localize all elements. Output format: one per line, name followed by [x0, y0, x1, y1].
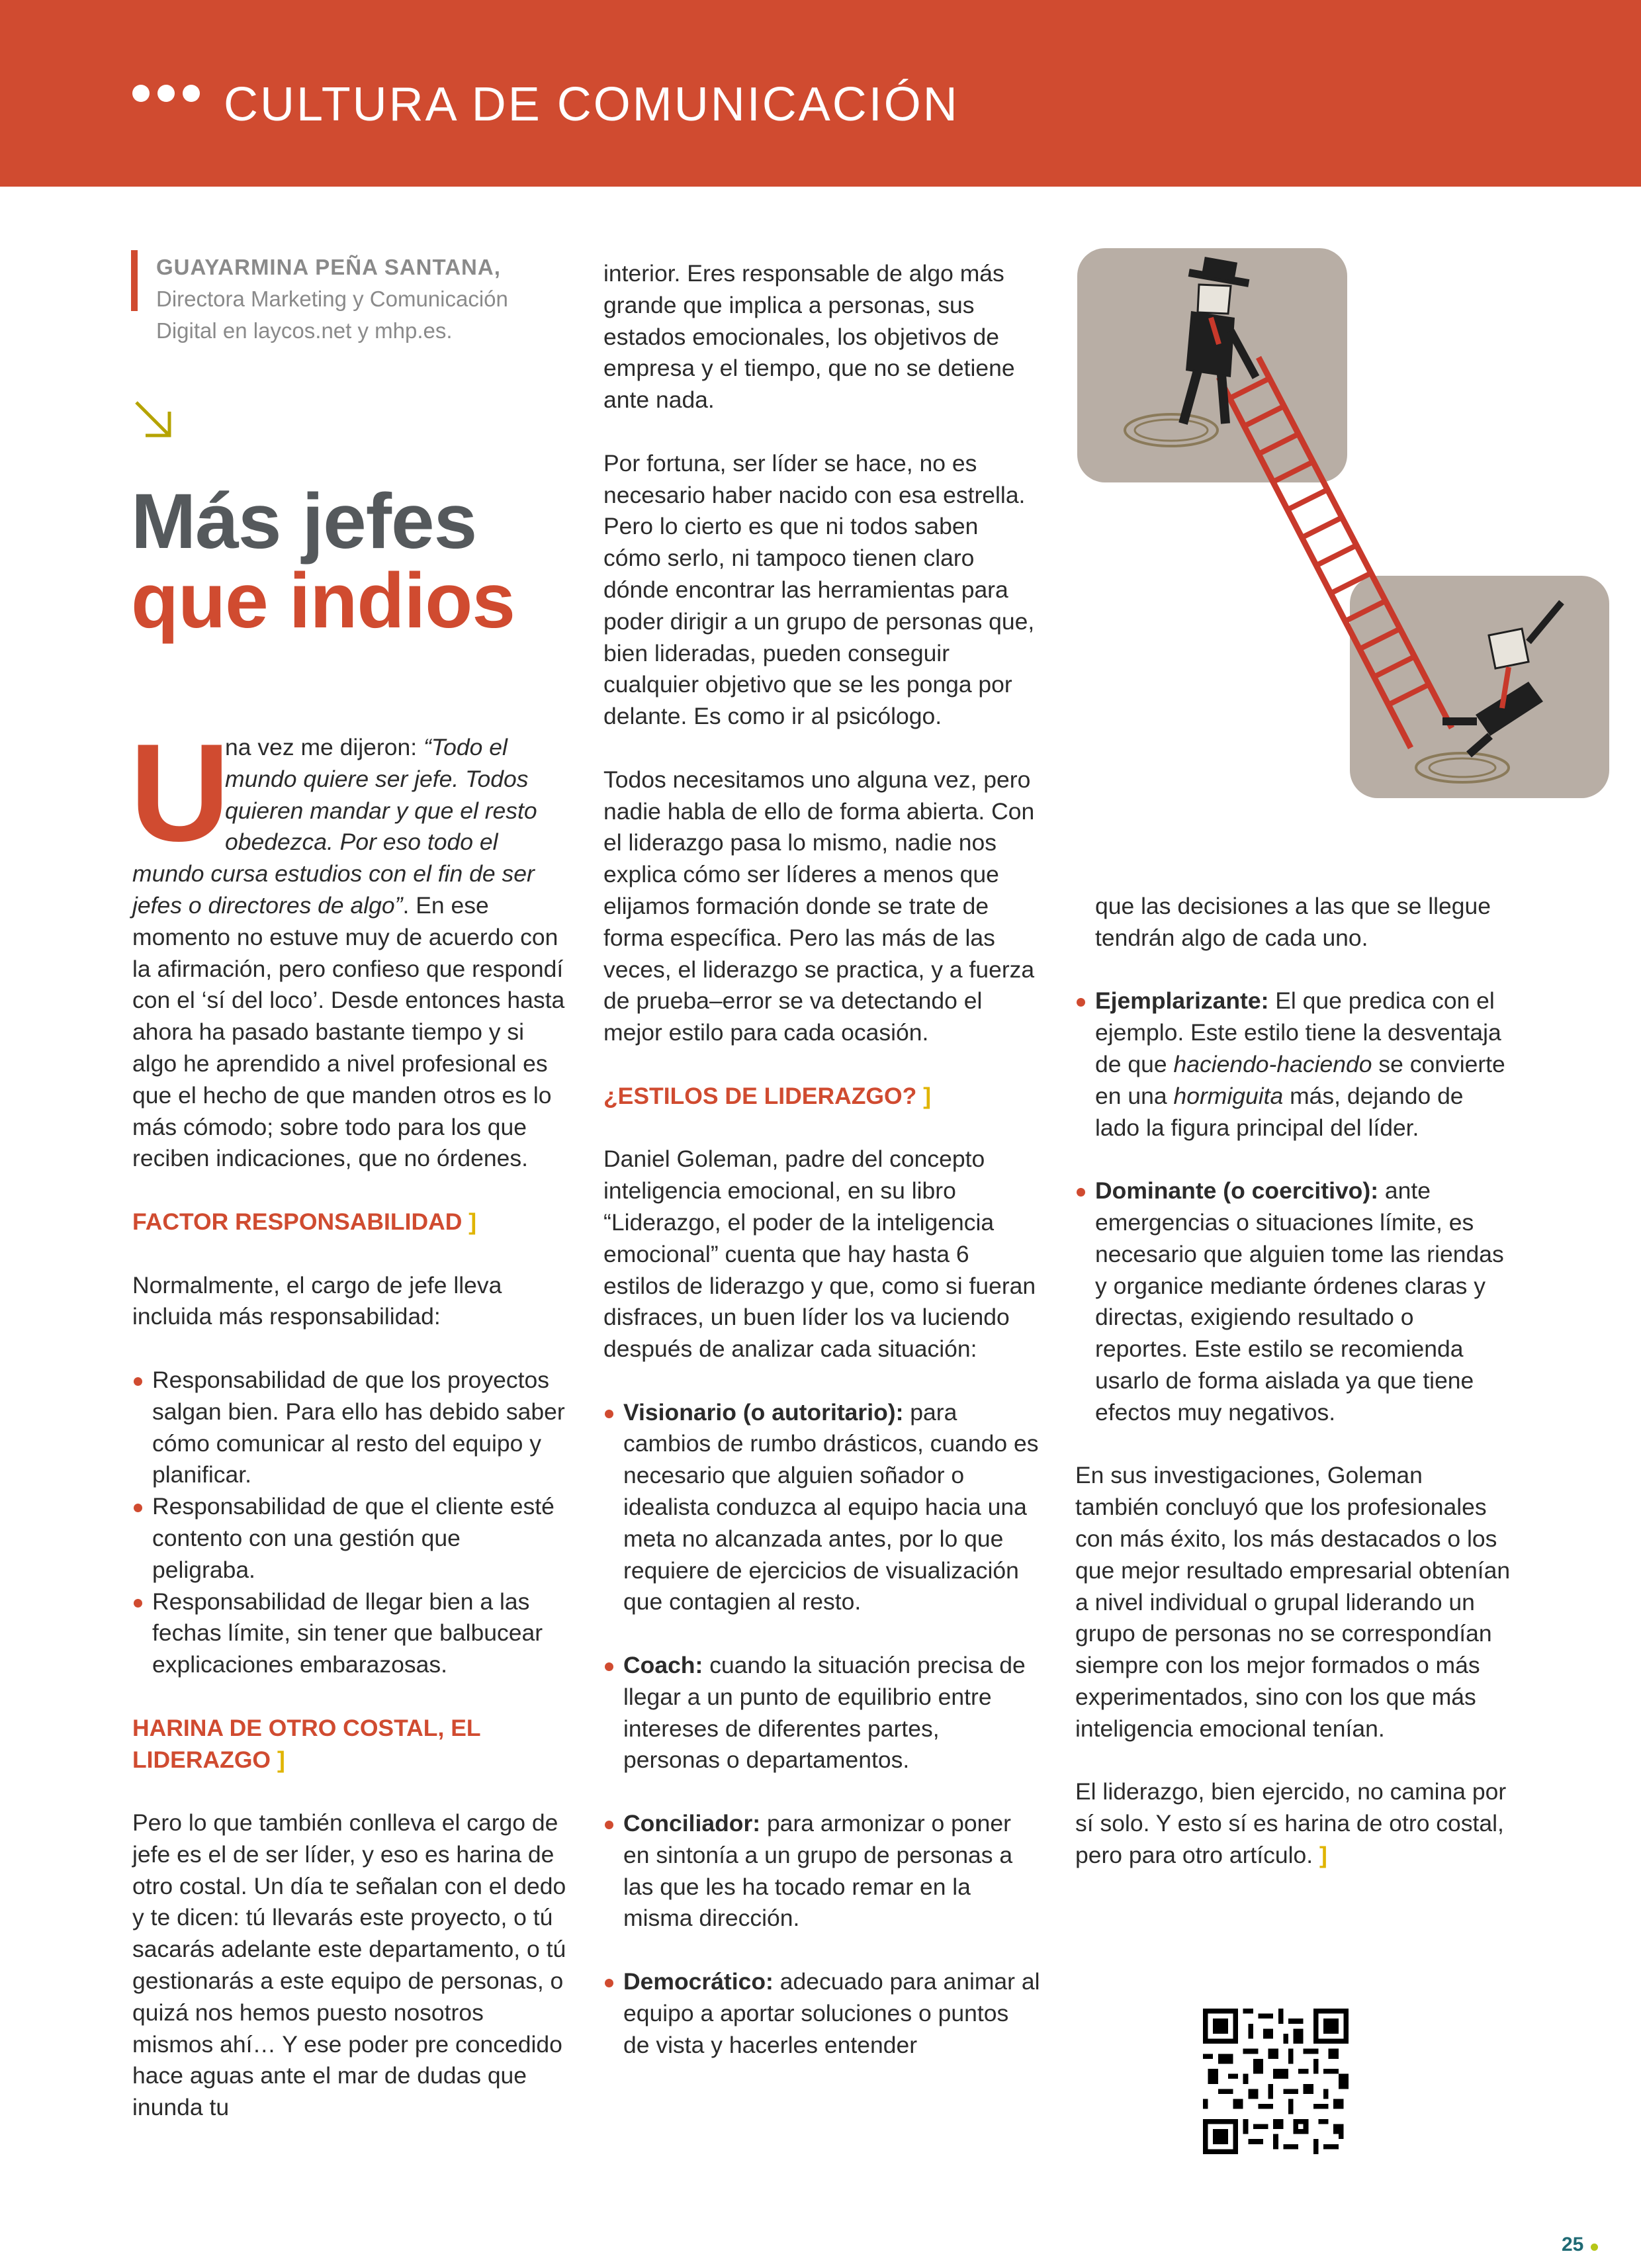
paragraph: interior. Eres responsable de algo más grande que implica a personas, sus estados emocionales, los objetivos de empresa y el tiempo, que no se detiene ante nada. — [603, 260, 1015, 414]
author-role-line2: Digital en laycos.net y mhp.es. — [156, 318, 453, 343]
list-item: Visionario (o autoritario): para cambios de rumbo drásticos, cuando es necesario que alguien soñador o idealista conduzca al equipo hacia una meta no alcanzada antes, por lo que requiere de ejercicios de visualización que contagien al resto. — [603, 1397, 1040, 1619]
paragraph: Daniel Goleman, padre del concepto inteligencia emocional, en su libro “Liderazgo, el poder de la inteligencia emocional” cuenta que hay hasta 6 estilos de liderazgo y que, como si fueran disfraces, un buen líder los va luciendo después de analizar cada situación: — [603, 1146, 1036, 1363]
list-item: Responsabilidad de que el cliente esté contento con una gestión que peligraba. — [132, 1491, 569, 1586]
section-header — [0, 0, 1641, 187]
arrow-down-right-icon — [131, 397, 177, 443]
list-item: Democrático: adecuado para animar al equipo a aportar soluciones o puntos de vista y hacerles entender — [603, 1966, 1040, 2061]
qr-code[interactable] — [1203, 2009, 1349, 2154]
paragraph: Todos necesitamos uno alguna vez, pero nadie habla de ello de forma abierta. Con el liderazgo pasa lo mismo, nadie nos explica cómo ser líderes a menos que elijamos formación donde se trate de forma específica. Pero las más de las veces, el liderazgo se practica, y a fuerza de prueba–error se va detectando el mejor estilo para cada ocasión. — [603, 766, 1035, 1046]
list-item: Responsabilidad de llegar bien a las fechas límite, sin tener que balbucear explicaciones embarazosas. — [132, 1586, 569, 1681]
factor-paragraph: Normalmente, el cargo de jefe lleva incluida más responsabilidad: — [132, 1271, 502, 1330]
ladder-illustration — [1072, 245, 1615, 807]
closing-paragraph: El liderazgo, bien ejercido, no camina por sí solo. Y esto sí es harina de otro costal, pero para otro artículo. ] — [1075, 1778, 1507, 1868]
page-number: 25 — [1562, 2234, 1584, 2255]
column-1 — [132, 732, 569, 2155]
intro-paragraph — [132, 732, 569, 1175]
section-dots-icon — [132, 85, 200, 102]
author-name: GUAYARMINA PEÑA SANTANA, — [156, 255, 501, 279]
author-role-line1: Directora Marketing y Comunicación — [156, 287, 508, 311]
list-item: Coach: cuando la situación precisa de llegar a un punto de equilibrio entre intereses de diferentes partes, personas o departamentos. — [603, 1650, 1040, 1776]
list-item: Dominante (o coercitivo): ante emergencias o situaciones límite, es necesario que alguien tome las riendas y organice mediante órdenes claras y directas, exigiendo resultado o reportes. Este estilo se recomienda usarlo de forma aislada ya que tiene efectos muy negativos. — [1075, 1175, 1512, 1428]
headline-line2: que indios — [131, 557, 515, 645]
heading-factor: FACTOR RESPONSABILIDAD ] — [132, 1208, 477, 1235]
heading-estilos: ¿ESTILOS DE LIDERAZGO? ] — [603, 1082, 932, 1109]
paragraph: que las decisiones a las que se llegue tendrán algo de cada uno. — [1095, 893, 1491, 951]
styles-list — [603, 1397, 1040, 2062]
intro-quote: “Todo el mundo quiere ser jefe. Todos quieren mandar y que el resto obedezca. Por eso todo el mundo cursa estudios con el fin de ser jefes o directores de algo” — [132, 734, 537, 919]
harina-paragraph: Pero lo que también conlleva el cargo de jefe es el de ser líder, y eso es harina de otro costal. Un día te señalan con el dedo y te dicen: tú llevarás este proyecto, o tú sacarás adelante este departamento, o tú gestionarás a este equipo de personas, o quizá nos hemos puesto nosotros mismos ahí… Y ese poder pre concedido hace aguas ante el mar de dudas que inunda tu — [132, 1809, 566, 2121]
section-title: CULTURA DE COMUNICACIÓN — [224, 78, 959, 131]
paragraph: Por fortuna, ser líder se hace, no es necesario haber nacido con esa estrella. Pero lo cierto es que ni todos saben cómo serlo, ni tampoco tienen claro dónde encontrar las herramientas para poder dirigir a un grupo de personas que, bien lideradas, pueden conseguir cualquier objetivo que se les ponga por delante. Es como ir al psicólogo. — [603, 449, 1035, 730]
list-item: Conciliador: para armonizar o poner en sintonía a un grupo de personas a las que les ha tocado remar en la misma dirección. — [603, 1808, 1040, 1934]
column-3 — [1075, 891, 1512, 1903]
list-item: Ejemplarizante: El que predica con el ejemplo. Este estilo tiene la desventaja de que haciendo-haciendo se convierte en una hormiguita más, dejando de lado la figura principal del líder. — [1075, 985, 1512, 1144]
intro-text-a: na vez me dijeron: — [225, 734, 423, 760]
author-accent-bar — [131, 250, 138, 311]
heading-harina: HARINA DE OTRO COSTAL, EL LIDERAZGO ] — [132, 1714, 480, 1773]
author-block — [156, 251, 580, 347]
intro-text-b: . En ese momento no estuve muy de acuerdo con la afirmación, pero confieso que respondí con el ‘sí del loco’. Desde entonces hasta ahora ha pasado bastante tiempo y si algo he aprendido a nivel profesional es que el hecho de que manden otros es lo más cómodo; sobre todo para los que reciben indicaciones, que no órdenes. — [132, 891, 565, 1172]
list-item: Responsabilidad de que los proyectos salgan bien. Para ello has debido saber cómo comunicar al resto del equipo y planificar. — [132, 1365, 569, 1491]
page-number-dot — [1591, 2244, 1598, 2251]
styles-list-continued — [1075, 985, 1512, 1428]
paragraph: En sus investigaciones, Goleman también concluyó que los profesionales con más éxito, los más destacados o los que mejor resultado empresarial obtenían a nivel individual o grupal liderando un grupo de personas no se correspondían siempre con los mejor formados o más experimentados, sino con los que más inteligencia emocional tenían. — [1075, 1462, 1511, 1742]
headline-line1: Más jefes — [131, 478, 477, 565]
article-headline — [131, 478, 515, 645]
drop-cap: U — [130, 715, 230, 870]
column-2 — [603, 258, 1040, 2093]
responsibility-list — [132, 1365, 569, 1681]
